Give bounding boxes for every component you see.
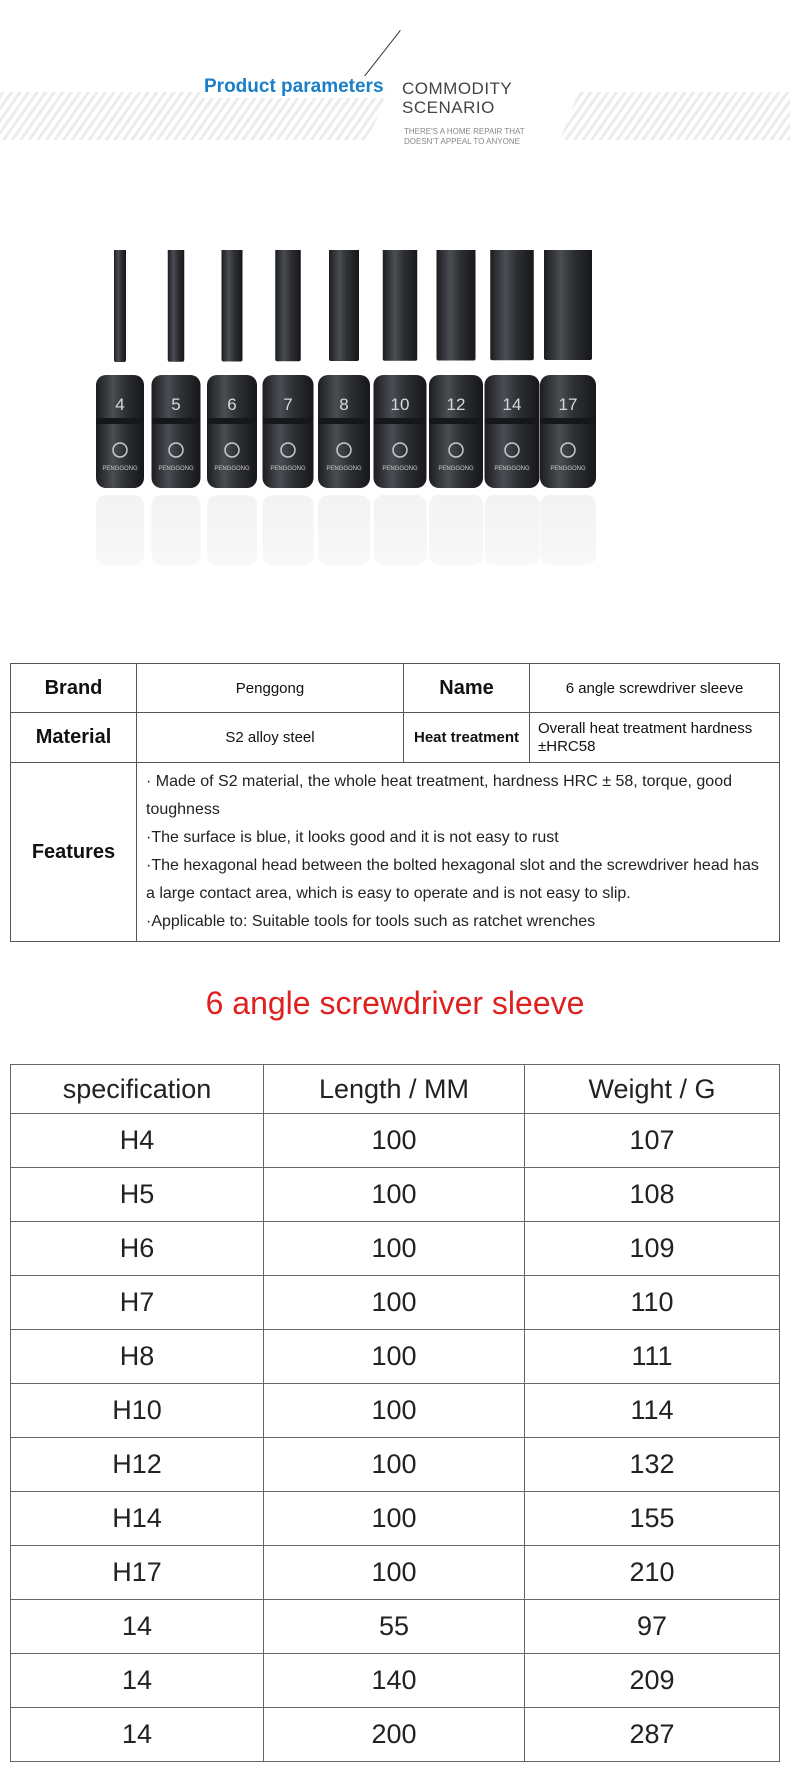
spec-header-length: Length / MM (264, 1065, 525, 1114)
socket-brand-label: PENGGONG (550, 466, 586, 472)
socket-size-label: 14 (502, 395, 522, 414)
spec-cell-specification: H10 (11, 1384, 264, 1438)
header-commodity-scenario (402, 79, 512, 117)
hex-shaft (437, 250, 476, 361)
spec-cell-specification: 14 (11, 1708, 264, 1762)
spec-cell-specification: H8 (11, 1330, 264, 1384)
spec-header-weight: Weight / G (525, 1065, 780, 1114)
product-photo (90, 250, 700, 660)
spec-cell-length: 200 (264, 1708, 525, 1762)
socket-bits-group (96, 250, 596, 488)
spec-header-specification: specification (11, 1065, 264, 1114)
hex-shaft (544, 250, 592, 360)
spec-cell-length: 100 (264, 1222, 525, 1276)
spec-cell-specification: H14 (11, 1492, 264, 1546)
header-title: Product parameters (200, 76, 388, 98)
socket-size-label: 12 (446, 395, 466, 414)
features-label: Features (11, 763, 137, 942)
spec-cell-specification: H12 (11, 1438, 264, 1492)
socket-size-label: 5 (171, 395, 181, 414)
socket-size-label: 7 (283, 395, 293, 414)
socket-groove (263, 418, 314, 424)
spec-cell-length: 100 (264, 1114, 525, 1168)
hex-shaft (383, 250, 418, 361)
spec-cell-weight: 155 (525, 1492, 780, 1546)
hex-shaft (490, 250, 534, 360)
heat-treatment-value: Overall heat treatment hardness ±HRC58 (530, 713, 780, 763)
socket-groove (152, 418, 201, 424)
spec-cell-length: 100 (264, 1168, 525, 1222)
spec-cell-length: 55 (264, 1600, 525, 1654)
spec-cell-weight: 287 (525, 1708, 780, 1762)
spec-row (11, 1384, 780, 1438)
section-title: 6 angle screwdriver sleeve (205, 985, 585, 1021)
name-label: Name (404, 664, 530, 713)
spec-cell-specification: H5 (11, 1168, 264, 1222)
material-value: S2 alloy steel (137, 713, 404, 763)
socket-size-label: 6 (227, 395, 237, 414)
header-stripe-right (560, 92, 790, 140)
socket-groove (485, 418, 540, 424)
hex-shaft (329, 250, 359, 361)
socket-brand-label: PENGGONG (326, 466, 362, 472)
socket-bit (263, 250, 314, 488)
socket-groove (318, 418, 370, 424)
socket-bit (318, 250, 370, 488)
spec-header-row (11, 1065, 780, 1114)
header-commodity: COMMODITY (402, 79, 513, 98)
socket-size-label: 17 (558, 395, 578, 414)
spec-cell-specification: H7 (11, 1276, 264, 1330)
spec-cell-specification: 14 (11, 1654, 264, 1708)
info-row-brand (11, 664, 780, 713)
product-info-table (10, 663, 780, 942)
spec-cell-length: 100 (264, 1492, 525, 1546)
socket-brand-label: PENGGONG (494, 466, 530, 472)
socket-bit (207, 250, 257, 488)
brand-value: Penggong (137, 664, 404, 713)
socket-bit (96, 250, 144, 488)
socket-groove (429, 418, 483, 424)
hex-shaft (168, 250, 185, 362)
spec-cell-weight: 209 (525, 1654, 780, 1708)
hex-shaft (275, 250, 301, 361)
socket-brand-label: PENGGONG (382, 466, 418, 472)
spec-row (11, 1276, 780, 1330)
header-tagline: THERE'S A HOME REPAIR THAT DOESN'T APPEAL TO ANYONE (404, 127, 544, 147)
spec-cell-length: 100 (264, 1330, 525, 1384)
socket-groove (374, 418, 427, 424)
spec-cell-length: 100 (264, 1546, 525, 1600)
spec-row (11, 1114, 780, 1168)
spec-cell-length: 100 (264, 1384, 525, 1438)
socket-bit (485, 250, 540, 488)
spec-cell-specification: H6 (11, 1222, 264, 1276)
socket-groove (540, 418, 596, 424)
feature-item: · Made of S2 material, the whole heat treatment, hardness HRC ± 58, torque, good toughness (146, 773, 732, 818)
spec-row (11, 1492, 780, 1546)
spec-cell-weight: 110 (525, 1276, 780, 1330)
spec-row (11, 1438, 780, 1492)
spec-row (11, 1654, 780, 1708)
socket-bit (152, 250, 201, 488)
name-value: 6 angle screwdriver sleeve (530, 664, 780, 713)
socket-bit (429, 250, 483, 488)
socket-bit (374, 250, 427, 488)
socket-brand-label: PENGGONG (214, 466, 250, 472)
header-divider-slash (363, 30, 401, 78)
spec-row (11, 1708, 780, 1762)
socket-size-label: 4 (115, 395, 125, 414)
spec-cell-weight: 108 (525, 1168, 780, 1222)
spec-row (11, 1222, 780, 1276)
spec-cell-length: 100 (264, 1276, 525, 1330)
spec-table (10, 1064, 780, 1762)
spec-cell-length: 100 (264, 1438, 525, 1492)
spec-cell-length: 140 (264, 1654, 525, 1708)
socket-size-label: 10 (390, 395, 410, 414)
socket-brand-label: PENGGONG (270, 466, 306, 472)
heat-treatment-label: Heat treatment (404, 713, 530, 763)
header-stripe-left (0, 92, 390, 140)
info-row-material (11, 713, 780, 763)
spec-row (11, 1168, 780, 1222)
spec-row (11, 1330, 780, 1384)
socket-bit (540, 250, 596, 488)
hex-shaft (222, 250, 243, 362)
header-banner (0, 0, 790, 160)
socket-brand-label: PENGGONG (102, 466, 138, 472)
hex-shaft (114, 250, 126, 362)
spec-cell-weight: 132 (525, 1438, 780, 1492)
features-list (137, 763, 780, 942)
spec-cell-specification: H4 (11, 1114, 264, 1168)
spec-cell-weight: 109 (525, 1222, 780, 1276)
spec-table-body (11, 1114, 780, 1762)
socket-brand-label: PENGGONG (438, 466, 474, 472)
spec-cell-weight: 114 (525, 1384, 780, 1438)
material-label: Material (11, 713, 137, 763)
socket-groove (96, 418, 144, 424)
spec-cell-specification: H17 (11, 1546, 264, 1600)
feature-item: ·Applicable to: Suitable tools for tools such as ratchet wrenches (146, 913, 596, 930)
header-scenario: SCENARIO (402, 98, 495, 117)
info-row-features (11, 763, 780, 942)
socket-brand-label: PENGGONG (158, 466, 194, 472)
spec-cell-specification: 14 (11, 1600, 264, 1654)
spec-row (11, 1600, 780, 1654)
socket-groove (207, 418, 257, 424)
spec-cell-weight: 111 (525, 1330, 780, 1384)
brand-label: Brand (11, 664, 137, 713)
spec-row (11, 1546, 780, 1600)
spec-cell-weight: 97 (525, 1600, 780, 1654)
socket-size-label: 8 (339, 395, 349, 414)
spec-cell-weight: 107 (525, 1114, 780, 1168)
spec-cell-weight: 210 (525, 1546, 780, 1600)
feature-item: ·The hexagonal head between the bolted hexagonal slot and the screwdriver head has a large contact area, which is easy to operate and is not easy to slip. (146, 857, 759, 902)
feature-item: ·The surface is blue, it looks good and it is not easy to rust (146, 829, 559, 846)
